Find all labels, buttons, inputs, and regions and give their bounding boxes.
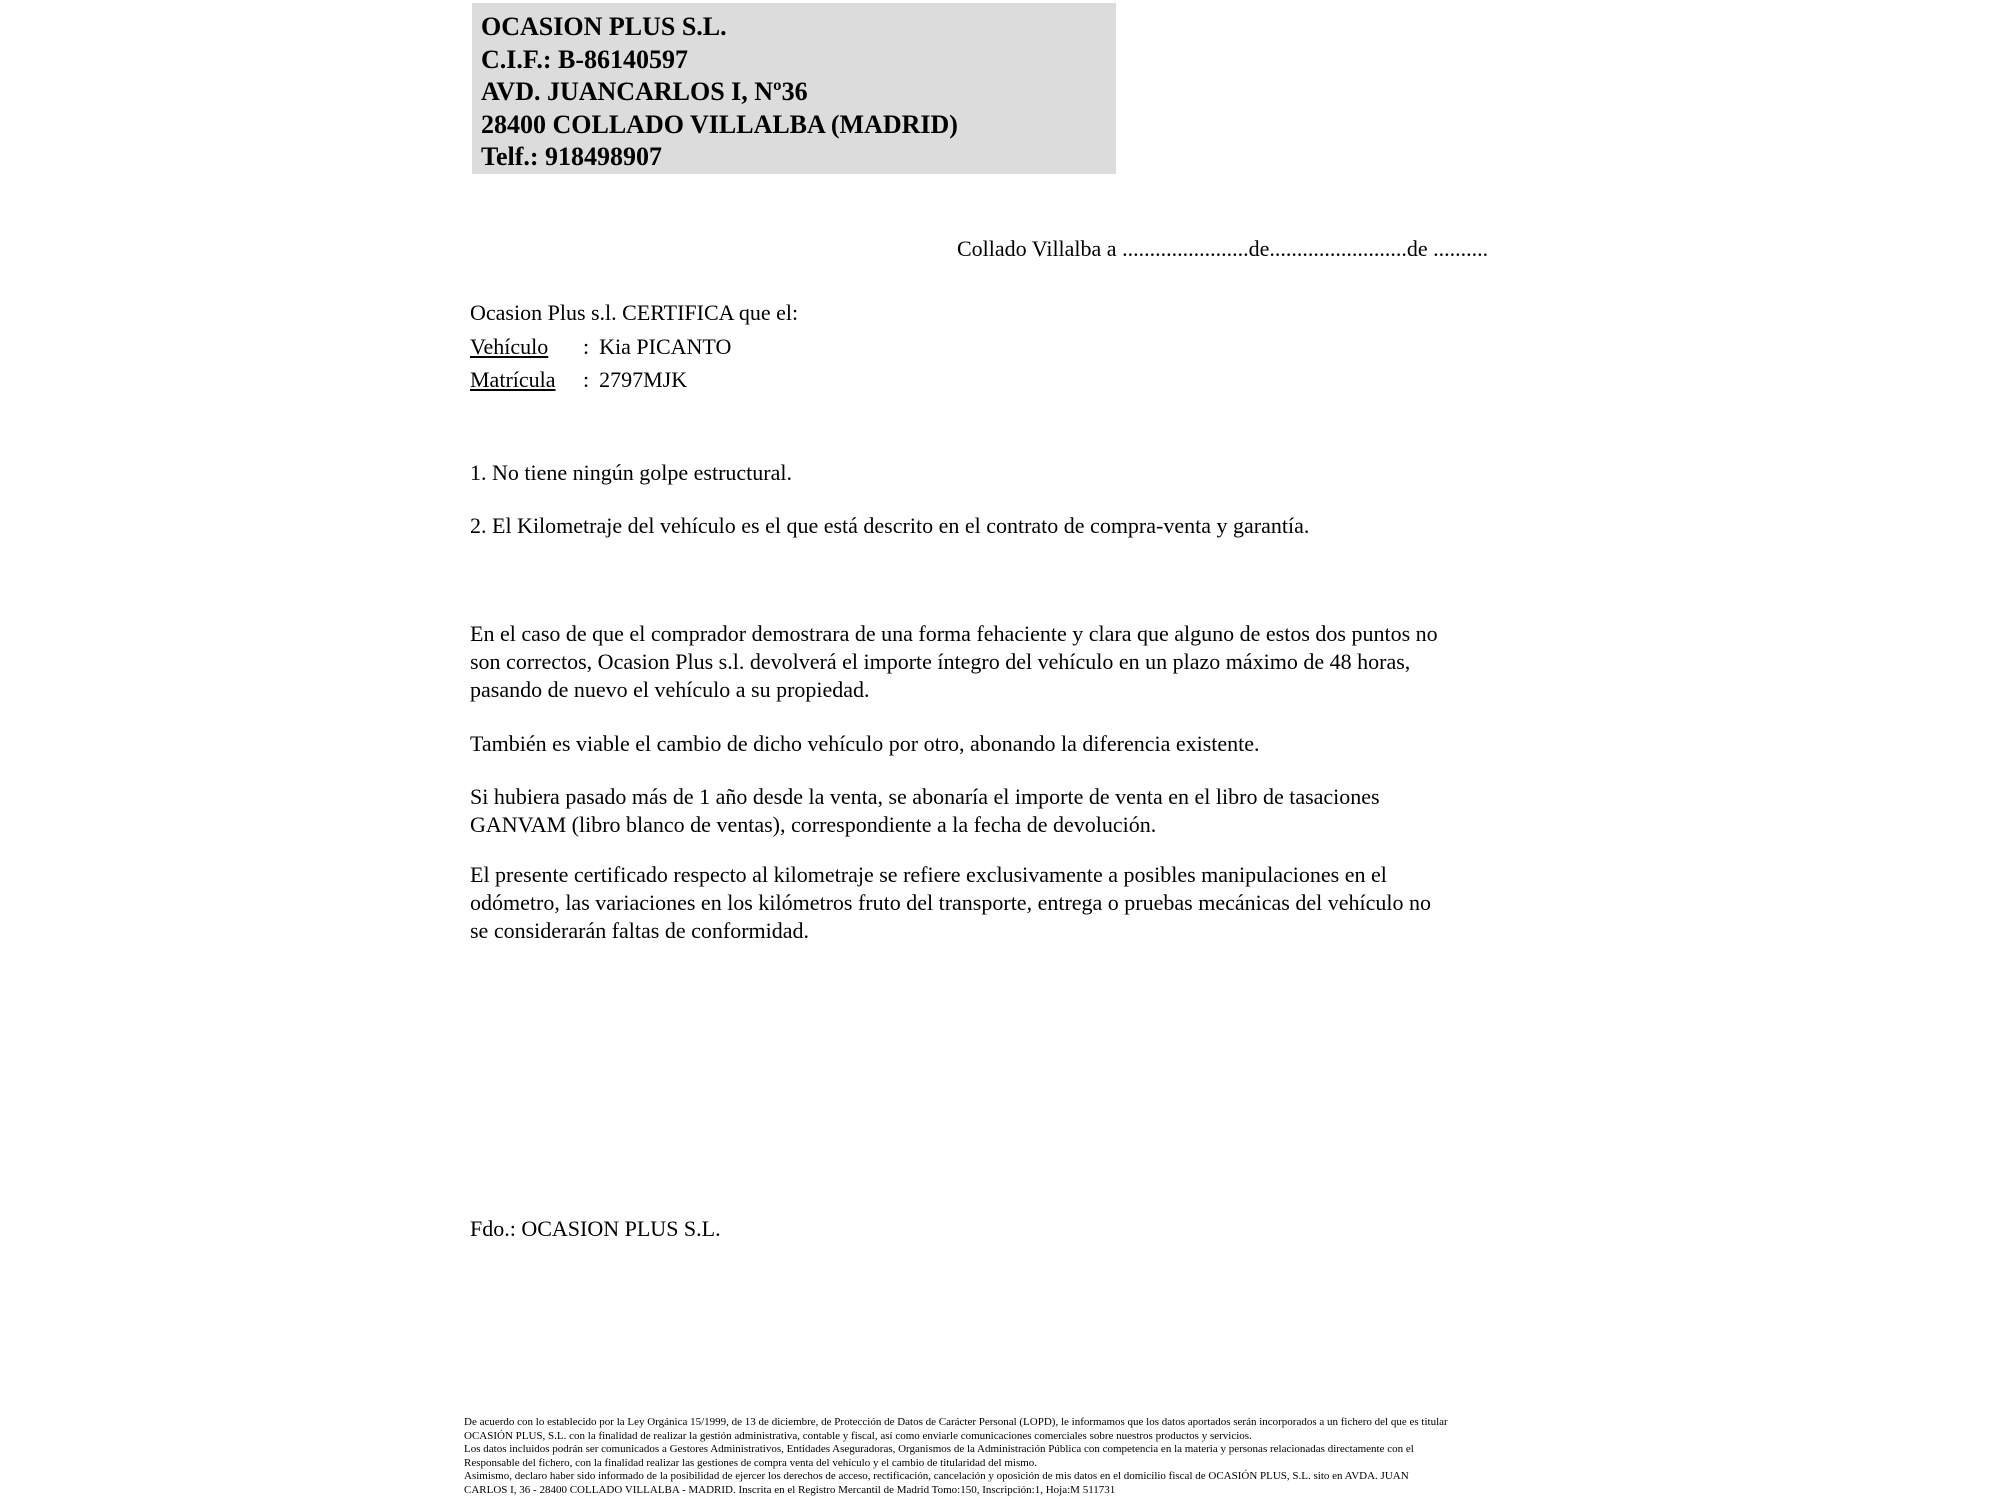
paragraph-line: El presente certificado respecto al kilometraje se refiere exclusivamente a posibles manipulaciones en el	[470, 862, 1387, 887]
certification-intro: Ocasion Plus s.l. CERTIFICA que el:	[470, 300, 799, 325]
legal-footer-line: Los datos incluidos podrán ser comunicados a Gestores Administrativos, Entidades Aseguradoras, Organismos de la Administración Pública con competencia en la materia y personas relacionadas directamente con el	[464, 1443, 1414, 1456]
plate-label-cell	[470, 363, 583, 397]
paragraph-line: se considerarán faltas de conformidad.	[470, 918, 810, 943]
signature-line: Fdo.: OCASION PLUS S.L.	[470, 1216, 721, 1241]
paragraph-ganvam-valuation	[470, 783, 1380, 839]
certified-point-1: 1. No tiene ningún golpe estructural.	[470, 460, 792, 485]
place-date-line: Collado Villalba a .......................de.........................de ..........	[957, 236, 1489, 261]
vehicle-label-cell	[470, 330, 583, 364]
legal-footer-line: Asimismo, declaro haber sido informado de la posibilidad de ejercer los derechos de acceso, rectificación, cancelación y oposición de mis datos en el domicilio fiscal de OCASIÓN PLUS, S.L. sito en AVDA. JUAN	[464, 1470, 1409, 1483]
vehicle-field-row	[470, 330, 798, 364]
paragraph-odometer-disclaimer	[470, 861, 1431, 945]
company-header-box	[472, 3, 1116, 174]
plate-value: 2797MJK	[599, 367, 688, 392]
company-name: OCASION PLUS S.L.	[481, 12, 727, 41]
paragraph-line: En el caso de que el comprador demostrara de una forma fehaciente y clara que alguno de estos dos puntos no	[470, 621, 1438, 646]
plate-field-row	[470, 363, 798, 397]
company-city: 28400 COLLADO VILLALBA (MADRID)	[481, 109, 958, 139]
certification-block	[470, 296, 798, 397]
company-cif: C.I.F.: B-86140597	[481, 44, 689, 74]
company-phone: Telf.: 918498907	[481, 142, 663, 171]
paragraph-line: son correctos, Ocasion Plus s.l. devolverá el importe íntegro del vehículo en un plazo máximo de 48 horas,	[470, 649, 1411, 674]
plate-colon: :	[583, 367, 590, 392]
paragraph-refund-conditions	[470, 620, 1438, 704]
paragraph-line: También es viable el cambio de dicho vehículo por otro, abonando la diferencia existente.	[470, 731, 1260, 756]
company-address: AVD. JUANCARLOS I, Nº36	[481, 77, 808, 106]
vehicle-label: Vehículo	[470, 333, 549, 359]
paragraph-line: Si hubiera pasado más de 1 año desde la venta, se abonaría el importe de venta en el libro de tasaciones	[470, 784, 1380, 809]
legal-footer-line: De acuerdo con lo establecido por la Ley Orgánica 15/1999, de 13 de diciembre, de Protección de Datos de Carácter Personal (LOPD), le informamos que los datos aportados serán incorporados a un fichero del que es titular	[464, 1416, 1448, 1428]
plate-label: Matrícula	[470, 367, 556, 392]
paragraph-exchange-option	[470, 730, 1260, 758]
vehicle-value: Kia PICANTO	[599, 333, 732, 359]
legal-footer-line: OCASIÓN PLUS, S.L. con la finalidad de realizar la gestión administrativa, contable y fiscal, así como enviarle comunicaciones comerciales sobre nuestros productos y servicios.	[464, 1429, 1252, 1442]
paragraph-line: pasando de nuevo el vehículo a su propiedad.	[470, 677, 870, 702]
legal-footer-line: Responsable del fichero, con la finalidad realizar las gestiones de compra venta del vehículo y el cambio de titularidad del mismo.	[464, 1456, 1038, 1469]
vehicle-colon: :	[583, 333, 590, 359]
certified-point-2: 2. El Kilometraje del vehículo es el que está descrito en el contrato de compra-venta y garantía.	[470, 513, 1310, 538]
paragraph-line: GANVAM (libro blanco de ventas), correspondiente a la fecha de devolución.	[470, 812, 1157, 837]
paragraph-line: odómetro, las variaciones en los kilómetros fruto del transporte, entrega o pruebas mecánicas del vehículo no	[470, 890, 1431, 915]
legal-footer-line: CARLOS I, 36 - 28400 COLLADO VILLALBA - MADRID. Inscrita en el Registro Mercantil de Madrid Tomo:150, Inscripción:1, Hoja:M 511731	[464, 1483, 1116, 1496]
legal-footer	[464, 1416, 1448, 1498]
